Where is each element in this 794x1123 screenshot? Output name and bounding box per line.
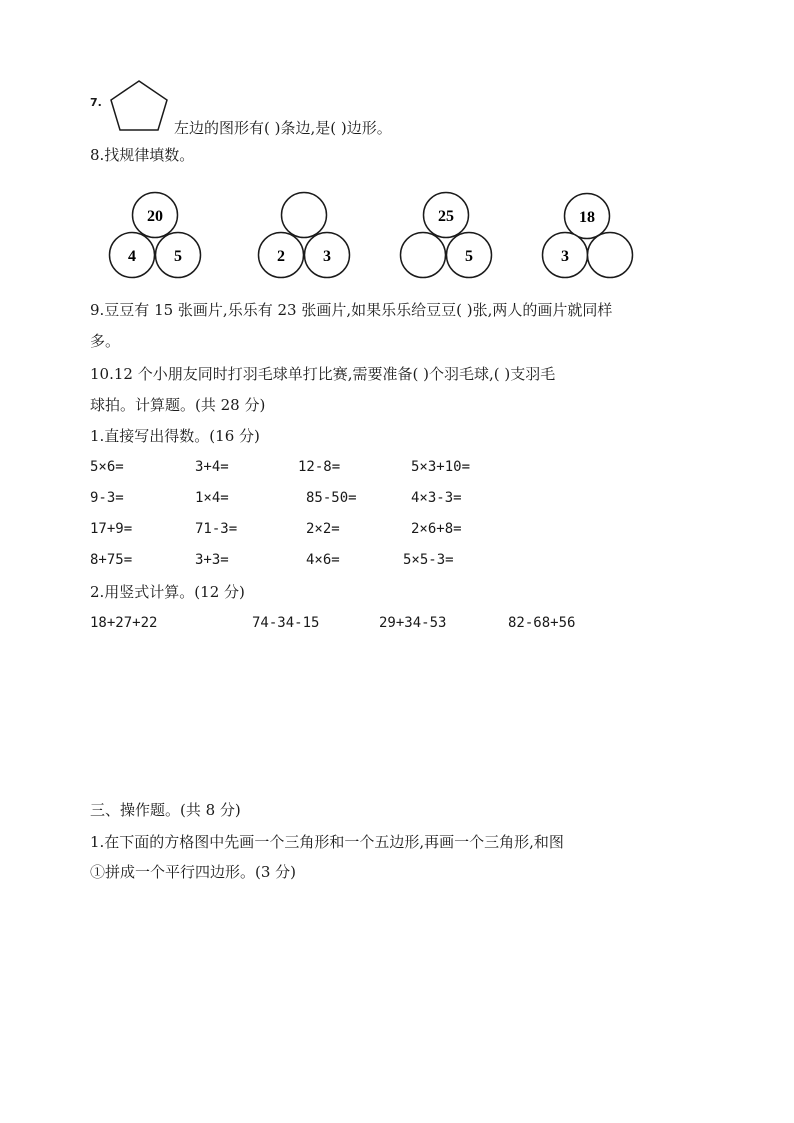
question-9-line-2: 多。 bbox=[90, 332, 121, 350]
calc-item: 1×4= bbox=[195, 490, 229, 506]
calc-item: 85-50= bbox=[306, 490, 357, 506]
pattern-group-1 bbox=[110, 193, 201, 278]
question-9-line-1: 9.豆豆有 15 张画片,乐乐有 23 张画片,如果乐乐给豆豆( )张,两人的画片就同样 bbox=[90, 301, 613, 319]
pattern-2-left: 2 bbox=[277, 248, 285, 265]
calc-item: 3+4= bbox=[195, 459, 229, 475]
pattern-group-3 bbox=[401, 193, 492, 278]
pattern-2-right: 3 bbox=[323, 248, 331, 265]
pattern-group-2 bbox=[259, 193, 350, 278]
calc-item: 17+9= bbox=[90, 521, 133, 537]
vertical-calc-item: 74-34-15 bbox=[252, 615, 320, 631]
calc-item: 9-3= bbox=[90, 490, 124, 506]
vertical-calc-heading: 2.用竖式计算。(12 分) bbox=[90, 583, 245, 601]
section-3-q1-line-1: 1.在下面的方格图中先画一个三角形和一个五边形,再画一个三角形,和图 bbox=[90, 833, 564, 851]
pattern-3-top: 25 bbox=[438, 208, 454, 225]
pattern-1-right: 5 bbox=[174, 248, 182, 265]
calc-item: 8+75= bbox=[90, 552, 133, 568]
calc-item: 2×2= bbox=[306, 521, 340, 537]
section-3-q1-line-2: ①拼成一个平行四边形。(3 分) bbox=[90, 863, 297, 881]
pattern-3-right: 5 bbox=[465, 248, 473, 265]
section-3-heading: 三、操作题。(共 8 分) bbox=[90, 801, 241, 819]
calc-item: 5×5-3= bbox=[403, 552, 454, 568]
pattern-4-left: 3 bbox=[561, 248, 569, 265]
calc-item: 2×6+8= bbox=[411, 521, 462, 537]
pattern-4-top: 18 bbox=[579, 209, 595, 226]
question-10-line-1: 10.12 个小朋友同时打羽毛球单打比赛,需要准备( )个羽毛球,( )支羽毛 bbox=[90, 365, 556, 383]
question-8-text: 8.找规律填数。 bbox=[90, 146, 195, 164]
calc-heading: 1.直接写出得数。(16 分) bbox=[90, 427, 260, 445]
calc-item: 5×3+10= bbox=[411, 459, 471, 475]
pattern-1-left: 4 bbox=[128, 248, 136, 265]
vertical-calc-item: 82-68+56 bbox=[508, 615, 576, 631]
question-7-number: 7. bbox=[90, 96, 102, 109]
vertical-calc-item: 29+34-53 bbox=[379, 615, 447, 631]
calc-item: 3+3= bbox=[195, 552, 229, 568]
calc-item: 4×6= bbox=[306, 552, 340, 568]
pattern-1-top: 20 bbox=[147, 208, 163, 225]
vertical-calc-item: 18+27+22 bbox=[90, 615, 158, 631]
calc-item: 4×3-3= bbox=[411, 490, 462, 506]
calc-item: 5×6= bbox=[90, 459, 124, 475]
question-7-text: 左边的图形有( )条边,是( )边形。 bbox=[174, 119, 392, 137]
question-10-line-2: 球拍。计算题。(共 28 分) bbox=[90, 396, 266, 414]
calc-item: 12-8= bbox=[298, 459, 341, 475]
circle-patterns bbox=[0, 0, 794, 300]
calc-item: 71-3= bbox=[195, 521, 238, 537]
pattern-group-4 bbox=[543, 194, 633, 278]
